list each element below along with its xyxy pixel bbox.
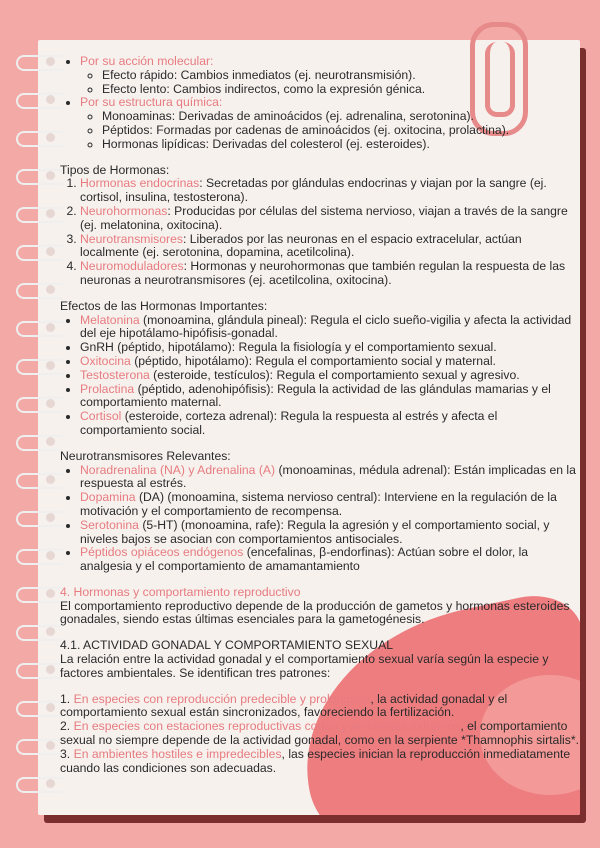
pattern-3: 3. En ambientes hostiles e impredecibles, las especies inician la reproducción inmediatamente cuando las condiciones son adecuadas.: [60, 746, 571, 775]
section4-paragraph: El comportamiento reproductivo depende de la producción de gametos y hormonas esteroides gonadales, siendo estas últimas esenciales para la gametogénesis.: [60, 598, 570, 627]
punch-hole: [46, 779, 55, 788]
punch-hole: [46, 361, 55, 370]
punch-hole: [46, 475, 55, 484]
spiral-ring: [16, 549, 62, 565]
effects-heading: Efectos de las Hormonas Importantes:: [60, 298, 268, 313]
effects-list: [60, 314, 580, 438]
spiral-ring: [16, 93, 62, 109]
pattern-2: 2. En especies con estaciones reproductivas cortas y ambientes extremos, el comportamiento sexual no siempre depende de la actividad gonadal, como en la serpiente *Thamnophis sirtalis*.: [60, 719, 579, 748]
spiral-ring: [16, 169, 62, 185]
punch-hole: [46, 513, 55, 522]
section41-heading: 4.1. ACTIVIDAD GONADAL Y COMPORTAMIENTO SEXUAL: [60, 638, 393, 653]
punch-hole: [46, 95, 55, 104]
punch-hole: [46, 285, 55, 294]
list-item: ◦ Hormonas lipídicas: Derivadas del colesterol (ej. esteroides).: [102, 138, 580, 152]
list-item: 2. Neurohormonas: Producidas por células del sistema nervioso, viajan a través de la sangre (ej. melatonina, oxitocina).: [80, 205, 580, 233]
list-item: 1. Hormonas endocrinas: Secretadas por glándulas endocrinas y viajan por la sangre (ej. cortisol, insulina, testosterona).: [80, 177, 580, 205]
punch-hole: [46, 171, 55, 180]
spiral-ring: [16, 131, 62, 147]
neuro-heading: Neurotransmisores Relevantes:: [60, 448, 231, 463]
list-item: • Melatonina (monoamina, glándula pineal): Regula el ciclo sueño-vigilia y afecta la actividad del eje hipotálamo-hipófisis-gonadal.: [80, 314, 580, 342]
types-heading: Tipos de Hormonas:: [60, 162, 170, 177]
list-item: ◦ Péptidos: Formadas por cadenas de aminoácidos (ej. oxitocina, prolactina).: [102, 124, 580, 138]
punch-hole: [46, 323, 55, 332]
spiral-ring: [16, 511, 62, 527]
list-item: • Péptidos opiáceos endógenos (encefalinas, β-endorfinas): Actúan sobre el dolor, la analgesia y el comportamiento de amamantamiento: [80, 546, 580, 574]
spiral-ring: [16, 739, 62, 755]
punch-hole: [46, 627, 55, 636]
list-item: • GnRH (péptido, hipotálamo): Regula la fisiología y el comportamiento sexual.: [80, 341, 580, 355]
list-item: • Cortisol (esteroide, corteza adrenal): Regula la respuesta al estrés y afecta el comportamiento social.: [80, 410, 580, 438]
classification-list: [60, 55, 580, 152]
section4-heading: 4. Hormonas y comportamiento reproductivo: [60, 584, 301, 599]
spiral-ring: [16, 321, 62, 337]
spiral-ring: [16, 207, 62, 223]
spiral-ring: [16, 283, 62, 299]
spiral-ring: [16, 397, 62, 413]
list-item: ◦ Monoaminas: Derivadas de aminoácidos (ej. adrenalina, serotonina).: [102, 110, 580, 124]
document-content: [60, 55, 580, 775]
list-item: 3. Neurotransmisores: Liberados por las neuronas en el espacio extracelular, actúan localmente (ej. serotonina, dopamina, acetilcolina).: [80, 233, 580, 261]
punch-hole: [46, 589, 55, 598]
spiral-ring: [16, 663, 62, 679]
punch-hole: [46, 133, 55, 142]
types-list: [60, 177, 580, 287]
spiral-ring: [16, 701, 62, 717]
punch-hole: [46, 399, 55, 408]
punch-hole: [46, 57, 55, 66]
spiral-ring: [16, 435, 62, 451]
molecular-title: Por su acción molecular:: [80, 54, 214, 68]
list-item: ◦ Efecto rápido: Cambios inmediatos (ej. neurotransmisión).: [102, 69, 580, 83]
list-item: • Serotonina (5-HT) (monoamina, rafe): Regula la agresión y el comportamiento social, y niveles bajos se asocian con comportamientos antisociales.: [80, 519, 580, 547]
punch-hole: [46, 703, 55, 712]
chemical-title: Por su estructura química:: [80, 95, 223, 110]
list-item: • Dopamina (DA) (monoamina, sistema nervioso central): Interviene en la regulación de la motivación y el comportamiento de recompensa.: [80, 491, 580, 519]
punch-hole: [46, 437, 55, 446]
punch-hole: [46, 551, 55, 560]
list-item: ◦ Efecto lento: Cambios indirectos, como la expresión génica.: [102, 83, 580, 97]
list-item: 4. Neuromoduladores: Hormonas y neurohormonas que también regulan la respuesta de las neuronas a neurotransmisores (ej. acetilcolina, oxitocina).: [80, 260, 580, 288]
list-item: • Testosterona (esteroide, testículos): Regula el comportamiento sexual y agresivo.: [80, 369, 580, 383]
list-item: • Oxitocina (péptido, hipotálamo): Regula el comportamiento social y maternal.: [80, 355, 580, 369]
punch-hole: [46, 247, 55, 256]
spiral-ring: [16, 55, 62, 71]
spiral-ring: [16, 777, 62, 793]
spiral-ring: [16, 587, 62, 603]
neuro-list: [60, 464, 580, 574]
spiral-ring: [16, 625, 62, 641]
punch-hole: [46, 209, 55, 218]
spiral-ring: [16, 473, 62, 489]
punch-hole: [46, 665, 55, 674]
section41-paragraph: La relación entre la actividad gonadal y el comportamiento sexual varía según la especie y factores ambientales. Se identifican tres patrones:: [60, 652, 549, 680]
punch-hole: [46, 741, 55, 750]
list-item: [80, 55, 580, 96]
list-item: • Prolactina (péptido, adenohipófisis): Regula la actividad de las glándulas mamarias y el comportamiento maternal.: [80, 383, 580, 411]
list-item: • Noradrenalina (NA) y Adrenalina (A) (monoaminas, médula adrenal): Están implicadas en la respuesta al estrés.: [80, 464, 580, 492]
pattern-1: 1. En especies con reproducción predecible y prolongada, la actividad gonadal y el comportamiento sexual están sincronizados, favoreciendo la fertilización.: [60, 691, 508, 720]
spiral-ring: [16, 359, 62, 375]
spiral-ring: [16, 245, 62, 261]
list-item: [80, 96, 580, 151]
